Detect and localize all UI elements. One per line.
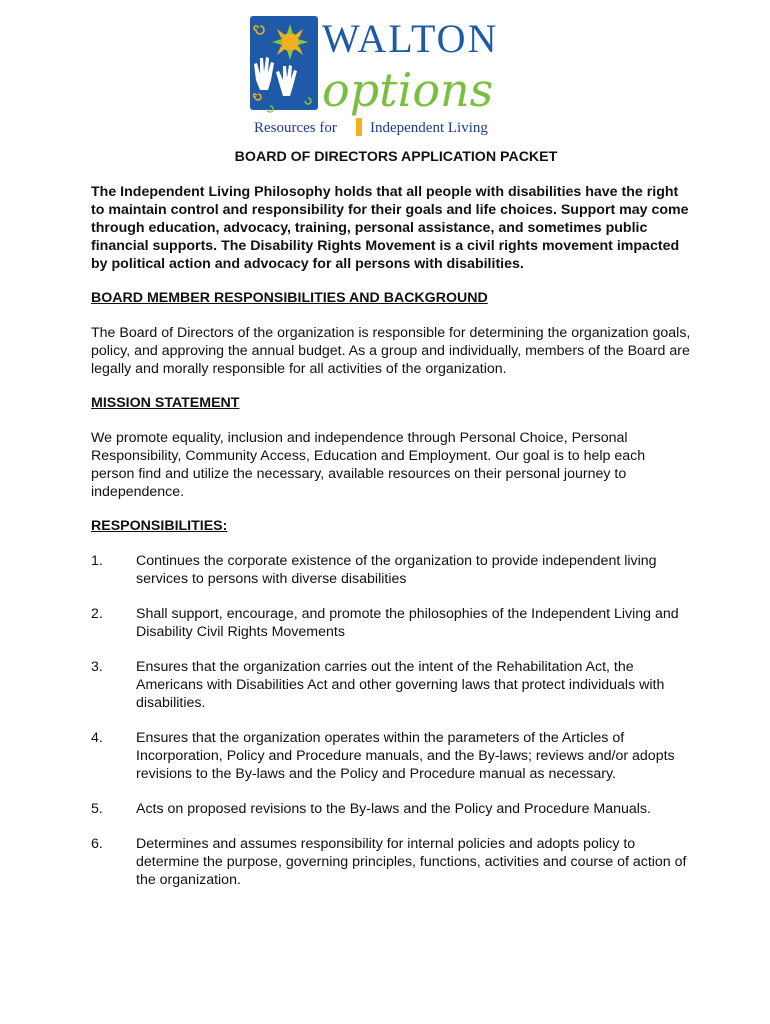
logo-graphic	[246, 14, 532, 140]
mission-section-text: We promote equality, inclusion and independence through Personal Choice, Personal Responsibility, Community Access, Education and Employment. Our goal is to help each person find and utilize the necessary, available resources on their personal journey to independence.	[91, 430, 646, 500]
list-item-text: Shall support, encourage, and promote the philosophies of the Independent Living and Disability Civil Rights Movements	[136, 606, 679, 640]
board-section-heading: BOARD MEMBER RESPONSIBILITIES AND BACKGROUND	[91, 290, 488, 306]
page-title: BOARD OF DIRECTORS APPLICATION PACKET	[234, 149, 558, 165]
list-item-text: Determines and assumes responsibility for internal policies and adopts policy to determine the purpose, governing principles, functions, activities and course of action of the organization.	[136, 836, 687, 888]
list-item	[91, 835, 691, 889]
list-item-number: 4.	[91, 730, 103, 746]
list-item-number: 1.	[91, 553, 103, 569]
philosophy-paragraph: The Independent Living Philosophy holds that all people with disabilities have the right to maintain control and responsibility for their goals and life choices. Support may come through education, advocacy, training, personal assistance, and sometimes public financial supports. The Disability Rights Movement is a civil rights movement impacted by political action and advocacy for all persons with disabilities.	[91, 184, 689, 272]
list-item-number: 5.	[91, 801, 103, 817]
list-item	[91, 605, 691, 641]
responsibilities-heading: RESPONSIBILITIES:	[91, 518, 228, 534]
list-item	[91, 729, 691, 783]
list-item	[91, 658, 691, 712]
list-item-number: 6.	[91, 836, 103, 852]
list-item-text: Continues the corporate existence of the organization to provide independent living services to persons with diverse disabilities	[136, 553, 657, 587]
board-section-text: The Board of Directors of the organization is responsible for determining the organization goals, policy, and approving the annual budget. As a group and individually, members of the Board are legally and morally responsible for all activities of the organization.	[91, 325, 691, 377]
list-item	[91, 800, 691, 818]
walton-options-logo	[246, 14, 532, 140]
logo-divider-bar	[356, 118, 362, 136]
logo-word-options: options	[322, 63, 494, 117]
list-item-number: 3.	[91, 659, 103, 675]
list-item-text: Acts on proposed revisions to the By-laws and the Policy and Procedure Manuals.	[136, 801, 651, 817]
list-item-number: 2.	[91, 606, 103, 622]
document-body	[91, 148, 691, 906]
list-item-text: Ensures that the organization carries out the intent of the Rehabilitation Act, the Americans with Disabilities Act and other governing laws that protect individuals with disabilities.	[136, 659, 665, 711]
logo-tagline-part2: Independent Living	[370, 120, 488, 136]
responsibilities-list	[91, 552, 691, 889]
list-item-text: Ensures that the organization operates within the parameters of the Articles of Incorporation, Policy and Procedure manuals, and the By-laws; reviews and/or adopts revisions to the By-laws and the Policy and Procedure manual as necessary.	[136, 730, 675, 782]
mission-section-heading: MISSION STATEMENT	[91, 395, 240, 411]
logo-word-walton: WALTON	[322, 16, 499, 61]
logo-tagline-part1: Resources for	[254, 120, 337, 136]
list-item	[91, 552, 691, 588]
sun-icon	[272, 24, 308, 60]
